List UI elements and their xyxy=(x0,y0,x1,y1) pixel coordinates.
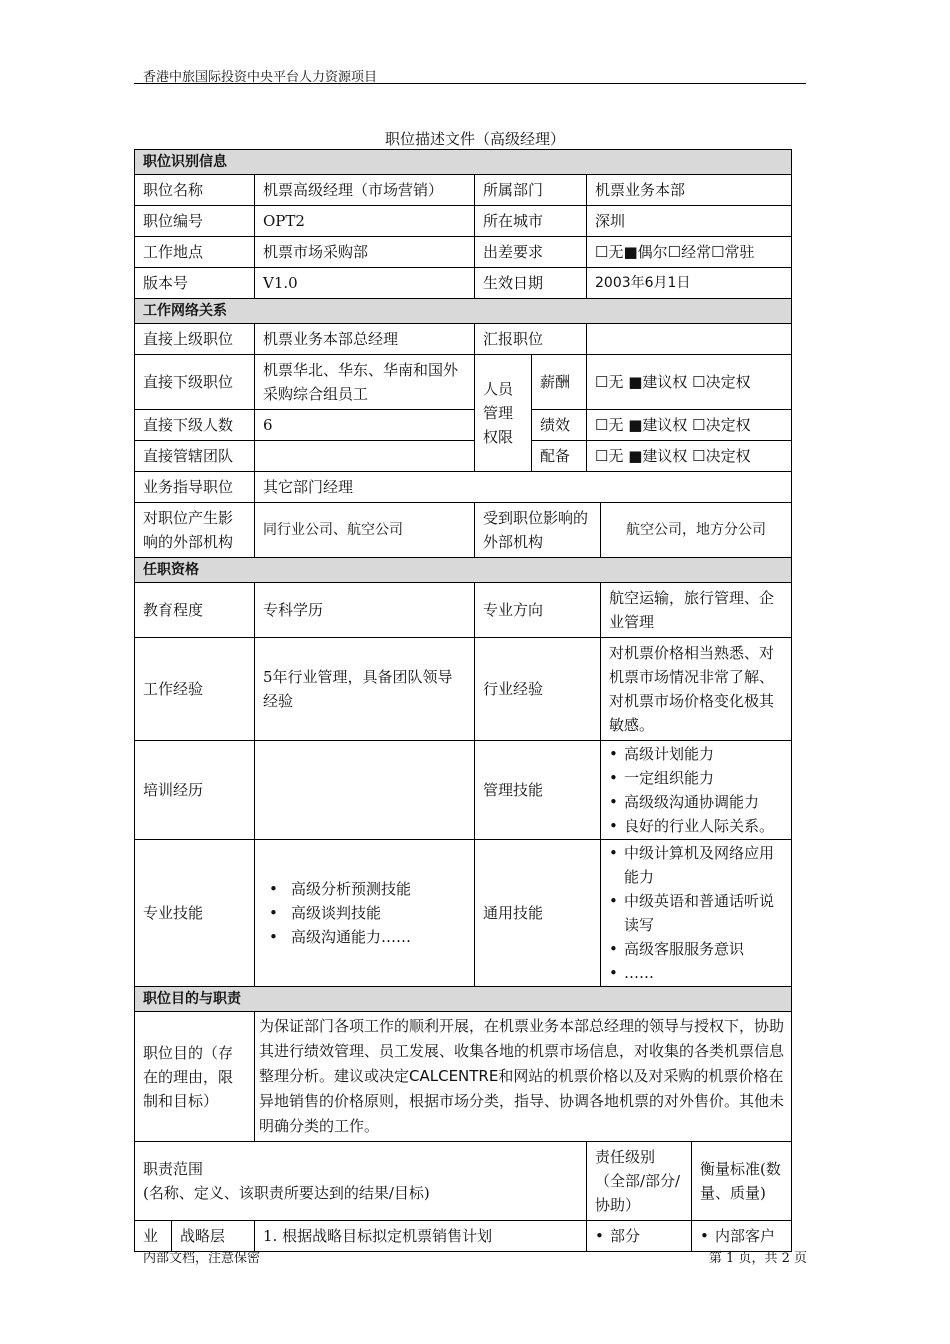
purpose-text: 为保证部门各项工作的顺利开展，在机票业务本部总经理的领导与授权下，协助其进行绩效管理、员工发展、收集各地的机票市场信息，对收集的各类机票信息整理分析。建议或决定CALCENTRE和网站的机票价格以及对采购的机票价格在异地销售的价格原则，根据市场分类，指导、协调各地机票的对外售价。其他未明确分类的工作。 xyxy=(255,1012,792,1142)
list-item: • 高级级沟通协调能力 xyxy=(609,790,783,814)
city-label: 所在城市 xyxy=(475,206,587,237)
list-item: • 中级英语和普通话听说读写 xyxy=(609,889,783,937)
dept-value: 机票业务本部 xyxy=(587,175,792,206)
mgmt-skill-list xyxy=(609,742,783,838)
section-qualification: 任职资格 xyxy=(135,558,792,583)
report-label: 汇报职位 xyxy=(475,324,587,355)
major-value: 航空运输，旅行管理、企业管理 xyxy=(601,583,792,638)
subordinate-value: 机票华北、华东、华南和国外采购综合组员工 xyxy=(255,355,475,410)
edu-label: 教育程度 xyxy=(135,583,255,638)
mgmt-skill-label: 管理技能 xyxy=(475,741,601,840)
duty-measure: • 内部客户 xyxy=(700,1224,783,1248)
general-skill-list xyxy=(609,841,783,985)
duty-category: 业 xyxy=(135,1221,172,1252)
sub-count-value: 6 xyxy=(255,410,475,441)
list-item: • 高级谈判技能 xyxy=(269,901,466,925)
section-network: 工作网络关系 xyxy=(135,299,792,324)
header-text: 香港中旅国际投资中央平台人力资源项目 xyxy=(143,70,378,85)
version-value: V1.0 xyxy=(255,268,475,299)
duty-task: 1. 根据战略目标拟定机票销售计划 xyxy=(255,1221,587,1252)
training-value xyxy=(255,741,475,840)
team-label: 直接管辖团队 xyxy=(135,441,255,472)
ext-affected-value: 航空公司，地方分公司 xyxy=(601,503,792,558)
scope-description: (名称、定义、该职责所要达到的结果/目标) xyxy=(143,1184,430,1202)
measure-label: 衡量标准(数量、质量) xyxy=(692,1142,792,1221)
job-description-table xyxy=(134,149,792,1252)
section-purpose: 职位目的与职责 xyxy=(135,987,792,1012)
job-code-label: 职位编号 xyxy=(135,206,255,237)
effective-label: 生效日期 xyxy=(475,268,587,299)
list-item: • 高级客服服务意识 xyxy=(609,937,783,961)
version-label: 版本号 xyxy=(135,268,255,299)
job-name-value: 机票高级经理（市场营销） xyxy=(255,175,475,206)
level-label: 责任级别（全部/部分/协助） xyxy=(587,1142,692,1221)
purpose-label: 职位目的（存在的理由，限制和目标） xyxy=(135,1012,255,1142)
prof-skill-list xyxy=(269,877,466,949)
duty-layer: 战略层 xyxy=(172,1221,255,1252)
superior-label: 直接上级职位 xyxy=(135,324,255,355)
ext-impact-label: 对职位产生影响的外部机构 xyxy=(135,503,255,558)
location-value: 机票市场采购部 xyxy=(255,237,475,268)
sub-count-label: 直接下级人数 xyxy=(135,410,255,441)
salary-label: 薪酬 xyxy=(532,355,587,410)
footer-confidential: 内部文档，注意保密 xyxy=(143,1251,261,1266)
industry-exp-value: 对机票价格相当熟悉、对机票市场情况非常了解、对机票市场价格变化极其敏感。 xyxy=(601,638,792,741)
guidance-label: 业务指导职位 xyxy=(135,472,255,503)
job-name-label: 职位名称 xyxy=(135,175,255,206)
job-code-value: OPT2 xyxy=(255,206,475,237)
ext-affected-label: 受到职位影响的外部机构 xyxy=(475,503,601,558)
prof-skill-label: 专业技能 xyxy=(135,840,255,987)
superior-value: 机票业务本部总经理 xyxy=(255,324,475,355)
subordinate-label: 直接下级职位 xyxy=(135,355,255,410)
work-exp-label: 工作经验 xyxy=(135,638,255,741)
dept-label: 所属部门 xyxy=(475,175,587,206)
work-exp-value: 5年行业管理，具备团队领导经验 xyxy=(255,638,475,741)
team-value xyxy=(255,441,475,472)
footer-page-number: 第 1 页，共 2 页 xyxy=(708,1251,807,1266)
guidance-value: 其它部门经理 xyxy=(255,472,792,503)
perf-value: ☐无 ■建议权 ☐决定权 xyxy=(587,410,792,441)
salary-value: ☐无 ■建议权 ☐决定权 xyxy=(587,355,792,410)
list-item: • 良好的行业人际关系。 xyxy=(609,814,783,838)
industry-exp-label: 行业经验 xyxy=(475,638,601,741)
city-value: 深圳 xyxy=(587,206,792,237)
ext-impact-value: 同行业公司、航空公司 xyxy=(255,503,475,558)
perf-label: 绩效 xyxy=(532,410,587,441)
report-value xyxy=(587,324,792,355)
list-item: • 高级计划能力 xyxy=(609,742,783,766)
list-item: • 中级计算机及网络应用能力 xyxy=(609,841,783,889)
major-label: 专业方向 xyxy=(475,583,601,638)
travel-label: 出差要求 xyxy=(475,237,587,268)
scope-label: 职责范围 xyxy=(143,1160,204,1178)
document-title: 职位描述文件（高级经理） xyxy=(384,130,565,148)
hr-authority-label: 人员管理权限 xyxy=(475,355,532,472)
staffing-value: ☐无 ■建议权 ☐决定权 xyxy=(587,441,792,472)
general-skill-label: 通用技能 xyxy=(475,840,601,987)
staffing-label: 配备 xyxy=(532,441,587,472)
list-item: • …… xyxy=(609,961,783,985)
training-label: 培训经历 xyxy=(135,741,255,840)
location-label: 工作地点 xyxy=(135,237,255,268)
list-item: • 高级沟通能力…… xyxy=(269,925,466,949)
list-item: • 高级分析预测技能 xyxy=(269,877,466,901)
travel-value: ☐无■偶尔☐经常☐常驻 xyxy=(587,237,792,268)
duty-level: • 部分 xyxy=(595,1224,683,1248)
effective-value: 2003年6月1日 xyxy=(587,268,792,299)
header-rule xyxy=(134,83,806,84)
section-identity: 职位识别信息 xyxy=(135,150,792,175)
edu-value: 专科学历 xyxy=(255,583,475,638)
list-item: • 一定组织能力 xyxy=(609,766,783,790)
